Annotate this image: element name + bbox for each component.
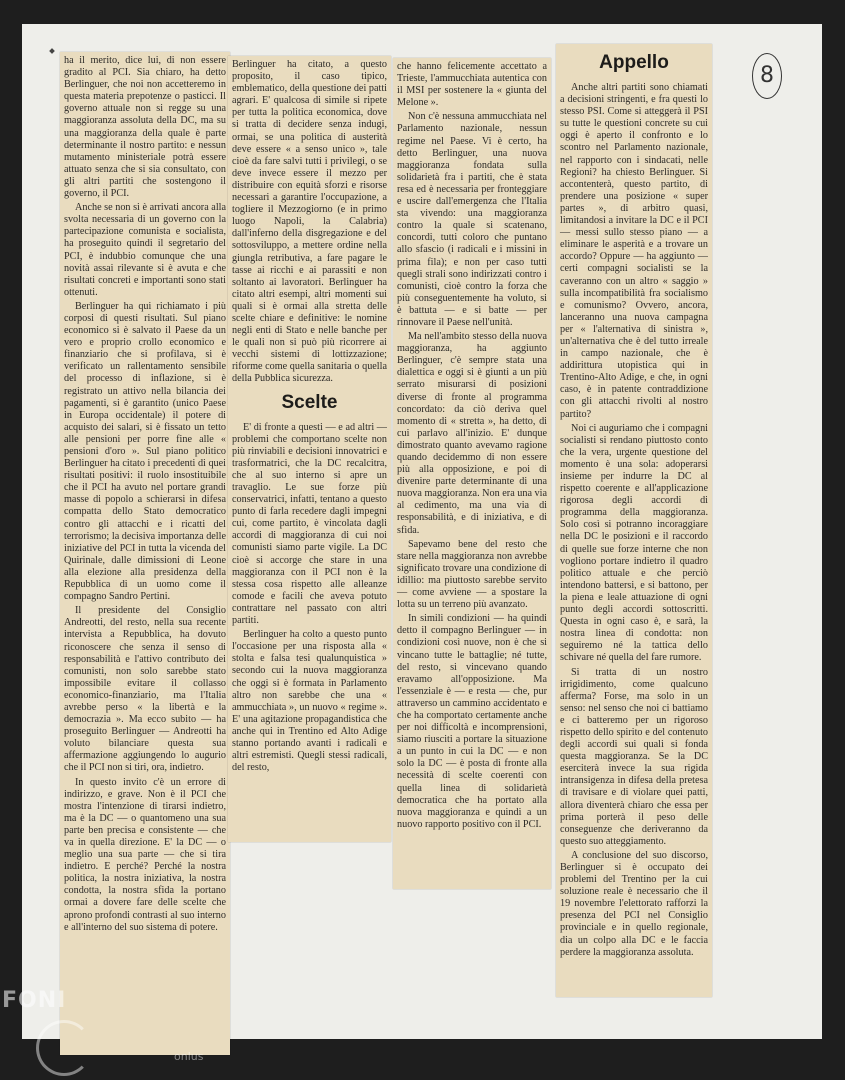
clipping-column-3 (393, 58, 551, 889)
col3-paragraph: Ma nell'ambito stesso della nuova maggioranza, ha aggiunto Berlinguer, c'è sempre stata una dialettica e oggi si è giunti a un più serrato misurarsi di posizioni diverse di fronte al programma concordato: da ciò deriva quel momento di « stretta », ha detto, di cui parlavo all'inizio. E' dunque dimostrato quanto avevamo ragione quando decidemmo di non essere più alla opposizione, e poi di divenire parte determinante di una nuova maggioranza. Non era una via al cedimento, ma una via di responsabilità, e di iniziativa, e di sfida. (397, 331, 547, 536)
col3-paragraph: Sapevamo bene del resto che stare nella maggioranza non avrebbe significato trovare una condizione di idillio: ma piuttosto sarebbe servito — come avviene — a spostare la lotta su un terreno più avanzato. (397, 538, 547, 611)
clipping-column-1 (60, 52, 230, 1055)
col1-paragraph: Berlinguer ha qui richiamato i più corposi di questi risultati. Sul piano economico si è salvato il Paese da un vero e proprio crollo economico e finanziario che si profilava, si è verificato un rallentamento sensibile del processo di inflazione, si è registrato un attivo nella bilancia dei pagamenti, si è garantito (unico Paese in Europa occidentale) il potere di acquisto dei salari, si è fissato un tetto alle pensioni per porre fine alle « pensioni d'oro ». Sul piano politico Berlinguer ha citato i precedenti di quei risultati positivi: il ruolo insostituibile che il PCI ha avuto nel portare grandi masse di popolo a schierarsi in difesa compatta dello Stato democratico contro gli attacchi e i ricatti del terrorismo; la decisiva importanza delle iniziative del PCI in tutta la vicenda del Quirinale, dalle dimissioni di Leone alla elezione alla presidenza della Repubblica di un uomo come il compagno Sandro Pertini. (64, 300, 226, 603)
section-heading-scelte: Scelte (281, 391, 338, 413)
col1-paragraph: ha il merito, dice lui, di non essere gradito al PCI. Sia chiaro, ha detto Berlinguer, che noi non accetteremo in questa materia prepotenze o pasticci. Il governo attuale non si regge su una maggioranza assoluta della DC, ma su una maggioranza della quale è parte determinante il nostro partito: e nessun mutamento ministeriale potrà essere attuato senza che si sia consultato, con gli altri partiti che sostengono il governo, il PCI. (64, 55, 226, 200)
col4-paragraph: Noi ci auguriamo che i compagni socialisti si rendano piuttosto conto che la vera, urgente questione del momento è una sola: adoperarsi insieme per indurre la DC al rispetto coerente e all'applicazione rigorosa degli accordi di programma della maggioranza. Solo così si potranno incoraggiare nella DC le posizioni e il raccordo di quelle sue forze interne che non vogliono portare indietro il quadro politico attuale e che perciò intendono battersi, e si battono, per la piena e leale attuazione di ogni punto degli accordi sottoscritti. Questa in ogni caso è, e sarà, la nostra linea di condotta: non seguiremo né la tattica dello schivare né quella del fare rumore. (560, 422, 708, 664)
watermark-suffix: onlus (174, 1050, 204, 1063)
clipping-column-4 (556, 44, 712, 997)
col2-paragraph: Berlinguer ha colto a questo punto l'occasione per una risposta alla « stolta e falsa tesi qualunquistica » secondo cui la nuova maggioranza che oggi si è formata in Parlamento altro non sarebbe che una « ammucchiata », un nuovo « regime ». E' una agitazione propagandistica che anche qui in Trentino ed Alto Adige stanno portando avanti i radicali e altri estremisti. Quegli stessi radicali, del resto, (232, 629, 387, 774)
clipping-column-2 (228, 56, 391, 842)
col3-paragraph: In simili condizioni — ha quindi detto il compagno Berlinguer — in condizioni così nuove, non è che si vincano tutte le battaglie; né tutte, del resto, si vincevano quando eravamo all'opposizione. Ma l'essenziale è — e resta — che, pur attraverso un cammino accidentato e che ha comportato certamente anche per noi difficoltà e incomprensioni, siamo riusciti a portare la situazione a un punto in cui la DC — e non solo la DC — è posta di fronte alla necessità di scelte coerenti con quella linea di solidarietà democratica che ha portato alla nuova maggioranza e quindi a un nuovo rapporto positivo con il PCI. (397, 613, 547, 830)
col1-paragraph: Il presidente del Consiglio Andreotti, del resto, nella sua recente intervista a Repubblica, ha dovuto riconoscere che senza il senso di responsabilità e l'attivo contributo dei comunisti, non solo sarebbe stato impossibile evitare il collasso economico-finanziario, ma l'Italia avrebbe perso « la libertà e la democrazia ». Ma ecco subito — ha proseguito Berlinguer — Andreotti ha voluto bilanciare questa sua affermazione aggiungendo lo augurio che il PCI non si tiri, ora, indietro. (64, 605, 226, 774)
col2-paragraph: E' di fronte a questi — e ad altri — problemi che comportano scelte non più rinviabili e decisioni innovatrici e trasformatrici, che la DC recalcitra, che al suo interno si apre un travaglio. Le sue forze più conservatrici, infatti, tentano a questo punto di farla recedere dagli impegni cui, come partito, è vincolata dagli accordi di maggioranza di cui noi comunisti siamo parte vigile. La DC cioè si accorge che stare in una maggioranza con il PCI non è la stessa cosa rispetto alle alleanze comode e facili che aveva potuto contrattare nel passato con altri partiti. (232, 421, 387, 627)
col4-paragraph: A conclusione del suo discorso, Berlinguer si è occupato dei problemi del Trentino per la cui soluzione reale è necessario che il 19 novembre l'elettorato rafforzi la presenza del PCI nel Consiglio provinciale e in quello regionale, dia un colpo alla DC e le faccia perdere la maggioranza assoluta. (560, 849, 708, 958)
col4-paragraph: Anche altri partiti sono chiamati a decisioni stringenti, e fra questi lo stesso PSI. Come si atteggerà il PSI su tutte le questioni concrete su cui oggi è aperto il confronto e lo scontro nel Parlamento nazionale, nel rapporto con i sindacati, nelle Regioni? ha chiesto Berlinguer. Si accontenterà, questo partito, di prendere una posizione « super partes », di arbitro quasi, limitandosi a invitare la DC e il PCI — messi sullo stesso piano — a eliminare le asperità e a trovare un accordo? Oppure — ha aggiunto — certi compagni socialisti se la caveranno con un altro « saggio » sulla incompatibilità fra socialismo e comunismo? Ovvero, ancora, lanceranno una nuova campagna per « l'alternativa di sinistra », un'alternativa che è del tutto irreale in campo nazionale, che è addirittura utopistica qui in Trentino-Alto Adige, e che, in ogni caso, è in patente contraddizione con gli attacchi rivolti al nostro partito? (560, 82, 708, 420)
watermark-circle-icon (36, 1020, 92, 1076)
col2-paragraph: Berlinguer ha citato, a questo proposito, il caso tipico, emblematico, della questione dei patti agrari. E' qualcosa di simile si ripete per tutta la politica economica, dove si tratta di decidere senza indugi, ormai, se una politica di austerità deve essere « a senso unico », tale cioè da fare salvi tutti i privilegi, o se deve invece essere il mezzo per distribuire con equità sforzi e risorse necessari a garantire l'occupazione, a togliere il Mezzogiorno (e in primo luogo Napoli, la Calabria) dall'inferno della disgregazione e del sottosviluppo, a mettere ordine nella giungla retributiva, a fare pagare le tasse ai ricchi e ai parassiti e non soltanto ai lavoratori. Berlinguer ha citato altri esempi, altri momenti sui quali si è ormai alla stretta delle scelte chiare e definitive: le nomine negli enti di Stato e nelle banche per le quali non si può più ricorrere ai vecchi sistemi di lottizzazione; riforme come quella sanitaria o quella della Pubblica sicurezza. (232, 59, 387, 385)
section-heading-appello: Appello (599, 52, 669, 73)
col3-paragraph: che hanno felicemente accettato a Trieste, l'ammucchiata autentica con il MSI per sostenere la « giunta del Melone ». (397, 61, 547, 109)
column-1-body (64, 55, 226, 934)
col1-paragraph: Anche se non si è arrivati ancora alla svolta necessaria di un governo con la partecipazione comunista e socialista, ha proseguito quindi il segretario del PCI, è indubbio comunque che una novità assai rilevante si è avuta e che risultati concreti e importanti sono stati ottenuti. (64, 202, 226, 298)
handwritten-page-number: 8 (752, 53, 782, 99)
col4-paragraph: Si tratta di un nostro irrigidimento, come qualcuno afferma? Forse, ma solo in un senso: nel senso che noi ci battiamo e ci batteremo per un rigoroso rispetto dello spirito e del contenuto degli accordi sui quali si fonda questa maggioranza. Se la DC eserciterà invece la sua rigida intransigenza in difesa della pretesa di travisare e di violare quei patti, allora diventerà chiaro che essa per prima porterà il peso delle conseguenze che deriveranno da questo suo atteggiamento. (560, 666, 708, 847)
col1-paragraph: In questo invito c'è un errore di indirizzo, e grave. Non è il PCI che mostra l'intenzione di tirarsi indietro, ma è la DC — o quantomeno una sua parte ben precisa e consistente — che va in quella direzione. E' la DC — o meglio una sua parte — che si tira indietro. E perché? Perché la nostra politica, la nostra iniziativa, la nostra condotta, la nostra sfida la portano ormai a dovere fare delle scelte che aprono profondi contrasti al suo interno e all'interno del suo sistema di potere. (64, 776, 226, 933)
col3-paragraph: Non c'è nessuna ammucchiata nel Parlamento nazionale, nessun regime nel Paese. Vi è certo, ha detto Berlinguer, una nuova maggioranza fondata sulla solidarietà fra i partiti, che è stata resa ed è necessaria per fronteggiare e uscire dall'emergenza che l'Italia sta vivendo: una maggioranza contro la quale si scatenano, concordi, tutti coloro che puntano allo sfascio (i radicali e i missini in prima fila); e non per caso tutti quegli strali sono indirizzati contro i comunisti, cioè contro la forza che più conseguentemente ha voluto, si è battuta — e si batte — per rinnovare il Paese nell'unità. (397, 111, 547, 328)
watermark-logo: FONI (2, 988, 67, 1013)
